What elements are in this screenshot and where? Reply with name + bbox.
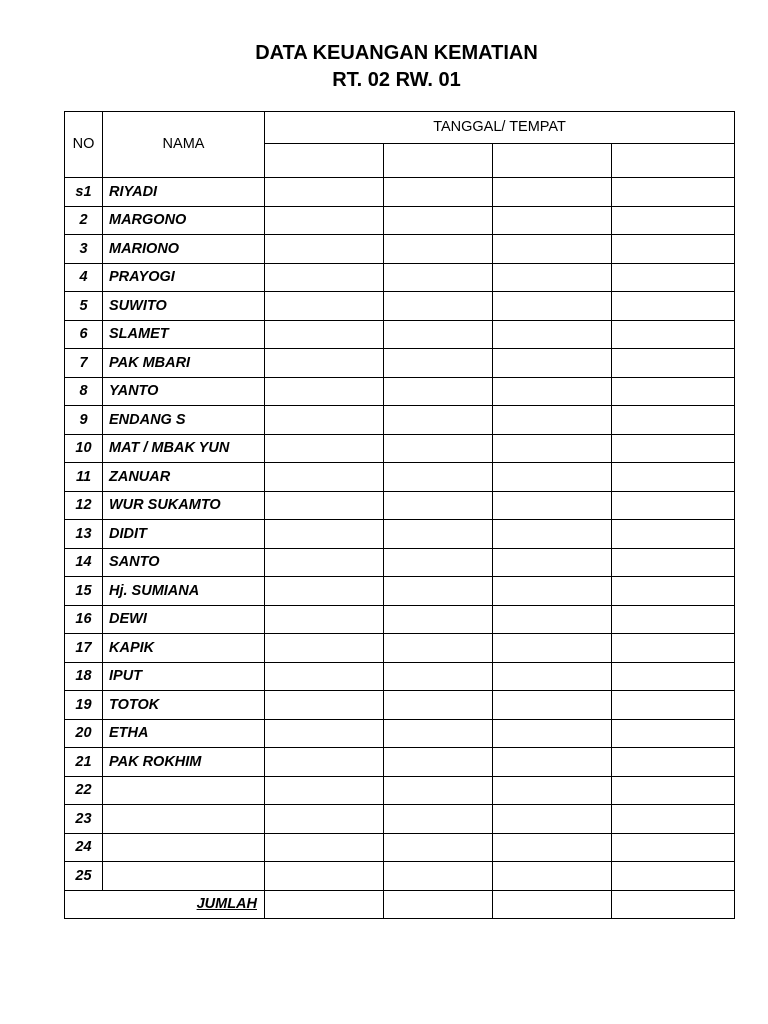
entry-cell <box>493 520 612 549</box>
entry-cell <box>612 206 735 235</box>
row-number: 5 <box>65 292 103 321</box>
table-row <box>65 577 735 606</box>
subheader-cell <box>493 144 612 178</box>
entry-cell <box>384 748 493 777</box>
row-number: 13 <box>65 520 103 549</box>
entry-cell <box>265 548 384 577</box>
table-row <box>65 206 735 235</box>
entry-cell <box>265 491 384 520</box>
entry-cell <box>493 320 612 349</box>
row-number: 18 <box>65 662 103 691</box>
entry-cell <box>265 691 384 720</box>
row-name: Hj. SUMIANA <box>103 577 265 606</box>
row-name: YANTO <box>103 377 265 406</box>
entry-cell <box>384 377 493 406</box>
row-name: MARGONO <box>103 206 265 235</box>
row-name: KAPIK <box>103 634 265 663</box>
entry-cell <box>493 292 612 321</box>
entry-cell <box>384 292 493 321</box>
entry-cell <box>265 634 384 663</box>
row-name: ETHA <box>103 719 265 748</box>
entry-cell <box>612 434 735 463</box>
row-name <box>103 862 265 891</box>
total-cell <box>384 890 493 919</box>
entry-cell <box>265 833 384 862</box>
table-row <box>65 776 735 805</box>
entry-cell <box>612 605 735 634</box>
row-name: SLAMET <box>103 320 265 349</box>
row-name <box>103 833 265 862</box>
entry-cell <box>612 178 735 207</box>
entry-cell <box>265 434 384 463</box>
row-name: ENDANG S <box>103 406 265 435</box>
row-name <box>103 805 265 834</box>
document-title: DATA KEUANGAN KEMATIAN <box>255 42 538 64</box>
header-nama: NAMA <box>103 112 265 178</box>
entry-cell <box>265 377 384 406</box>
entry-cell <box>384 691 493 720</box>
total-cell <box>265 890 384 919</box>
entry-cell <box>265 349 384 378</box>
table-footer-row <box>65 890 735 919</box>
entry-cell <box>493 206 612 235</box>
entry-cell <box>612 577 735 606</box>
row-number: s1 <box>65 178 103 207</box>
row-number: 25 <box>65 862 103 891</box>
row-name <box>103 776 265 805</box>
table-row <box>65 349 735 378</box>
entry-cell <box>265 520 384 549</box>
table-row <box>65 263 735 292</box>
entry-cell <box>493 235 612 264</box>
entry-cell <box>265 463 384 492</box>
entry-cell <box>612 719 735 748</box>
entry-cell <box>265 748 384 777</box>
entry-cell <box>493 463 612 492</box>
subheader-cell <box>265 144 384 178</box>
entry-cell <box>612 320 735 349</box>
row-name: RIYADI <box>103 178 265 207</box>
row-name: IPUT <box>103 662 265 691</box>
entry-cell <box>612 292 735 321</box>
entry-cell <box>265 719 384 748</box>
row-number: 15 <box>65 577 103 606</box>
row-number: 9 <box>65 406 103 435</box>
row-name: PAK ROKHIM <box>103 748 265 777</box>
entry-cell <box>384 548 493 577</box>
subheader-cell <box>612 144 735 178</box>
row-name: SANTO <box>103 548 265 577</box>
entry-cell <box>265 292 384 321</box>
row-number: 19 <box>65 691 103 720</box>
entry-cell <box>612 862 735 891</box>
entry-cell <box>493 805 612 834</box>
entry-cell <box>265 776 384 805</box>
entry-cell <box>384 235 493 264</box>
table-row <box>65 235 735 264</box>
row-name: PAK MBARI <box>103 349 265 378</box>
row-number: 24 <box>65 833 103 862</box>
entry-cell <box>493 178 612 207</box>
entry-cell <box>384 662 493 691</box>
entry-cell <box>493 605 612 634</box>
entry-cell <box>493 776 612 805</box>
entry-cell <box>493 406 612 435</box>
row-number: 8 <box>65 377 103 406</box>
document-subtitle: RT. 02 RW. 01 <box>332 69 461 91</box>
entry-cell <box>493 577 612 606</box>
entry-cell <box>612 776 735 805</box>
entry-cell <box>384 634 493 663</box>
row-name: MAT / MBAK YUN <box>103 434 265 463</box>
table-row <box>65 377 735 406</box>
entry-cell <box>612 349 735 378</box>
entry-cell <box>493 434 612 463</box>
entry-cell <box>612 748 735 777</box>
entry-cell <box>493 662 612 691</box>
table-row <box>65 292 735 321</box>
row-name: DEWI <box>103 605 265 634</box>
entry-cell <box>265 235 384 264</box>
entry-cell <box>612 235 735 264</box>
entry-cell <box>493 833 612 862</box>
total-cell <box>612 890 735 919</box>
entry-cell <box>384 805 493 834</box>
header-tanggal-tempat: TANGGAL/ TEMPAT <box>265 112 735 144</box>
entry-cell <box>612 634 735 663</box>
table-row <box>65 719 735 748</box>
table-row <box>65 833 735 862</box>
row-name: SUWITO <box>103 292 265 321</box>
entry-cell <box>384 491 493 520</box>
table-header-row <box>65 112 735 144</box>
entry-cell <box>265 662 384 691</box>
table-row <box>65 748 735 777</box>
entry-cell <box>493 691 612 720</box>
row-number: 21 <box>65 748 103 777</box>
finance-table <box>64 111 735 919</box>
table-row <box>65 662 735 691</box>
entry-cell <box>493 491 612 520</box>
row-number: 11 <box>65 463 103 492</box>
row-number: 6 <box>65 320 103 349</box>
row-name: TOTOK <box>103 691 265 720</box>
entry-cell <box>384 862 493 891</box>
row-name: WUR SUKAMTO <box>103 491 265 520</box>
entry-cell <box>384 577 493 606</box>
entry-cell <box>384 263 493 292</box>
entry-cell <box>384 178 493 207</box>
total-cell <box>493 890 612 919</box>
entry-cell <box>384 206 493 235</box>
row-name: MARIONO <box>103 235 265 264</box>
table-row <box>65 320 735 349</box>
entry-cell <box>493 748 612 777</box>
entry-cell <box>384 719 493 748</box>
entry-cell <box>612 377 735 406</box>
entry-cell <box>265 862 384 891</box>
table-row <box>65 805 735 834</box>
entry-cell <box>265 805 384 834</box>
entry-cell <box>493 862 612 891</box>
entry-cell <box>612 520 735 549</box>
row-number: 10 <box>65 434 103 463</box>
jumlah-label: JUMLAH <box>65 890 265 919</box>
entry-cell <box>384 605 493 634</box>
entry-cell <box>384 320 493 349</box>
header-no: NO <box>65 112 103 178</box>
entry-cell <box>493 548 612 577</box>
entry-cell <box>265 206 384 235</box>
entry-cell <box>612 833 735 862</box>
subheader-cell <box>384 144 493 178</box>
entry-cell <box>384 406 493 435</box>
entry-cell <box>612 548 735 577</box>
entry-cell <box>384 833 493 862</box>
table-row <box>65 691 735 720</box>
row-number: 2 <box>65 206 103 235</box>
table-row <box>65 520 735 549</box>
entry-cell <box>612 463 735 492</box>
table-row <box>65 491 735 520</box>
row-number: 22 <box>65 776 103 805</box>
entry-cell <box>265 605 384 634</box>
entry-cell <box>384 463 493 492</box>
entry-cell <box>265 577 384 606</box>
row-number: 7 <box>65 349 103 378</box>
table-row <box>65 548 735 577</box>
row-number: 3 <box>65 235 103 264</box>
row-name: PRAYOGI <box>103 263 265 292</box>
entry-cell <box>265 406 384 435</box>
entry-cell <box>265 263 384 292</box>
entry-cell <box>384 776 493 805</box>
entry-cell <box>493 377 612 406</box>
table-row <box>65 434 735 463</box>
row-number: 20 <box>65 719 103 748</box>
entry-cell <box>493 719 612 748</box>
row-name: DIDIT <box>103 520 265 549</box>
entry-cell <box>493 634 612 663</box>
entry-cell <box>612 406 735 435</box>
row-number: 4 <box>65 263 103 292</box>
row-number: 17 <box>65 634 103 663</box>
table-row <box>65 862 735 891</box>
entry-cell <box>612 263 735 292</box>
entry-cell <box>612 491 735 520</box>
entry-cell <box>384 349 493 378</box>
entry-cell <box>384 434 493 463</box>
table-row <box>65 178 735 207</box>
entry-cell <box>612 805 735 834</box>
table-row <box>65 406 735 435</box>
row-number: 12 <box>65 491 103 520</box>
row-number: 14 <box>65 548 103 577</box>
entry-cell <box>384 520 493 549</box>
entry-cell <box>265 178 384 207</box>
row-name: ZANUAR <box>103 463 265 492</box>
entry-cell <box>612 691 735 720</box>
table-row <box>65 463 735 492</box>
entry-cell <box>493 263 612 292</box>
table-row <box>65 605 735 634</box>
row-number: 16 <box>65 605 103 634</box>
entry-cell <box>265 320 384 349</box>
table-row <box>65 634 735 663</box>
entry-cell <box>493 349 612 378</box>
entry-cell <box>612 662 735 691</box>
row-number: 23 <box>65 805 103 834</box>
